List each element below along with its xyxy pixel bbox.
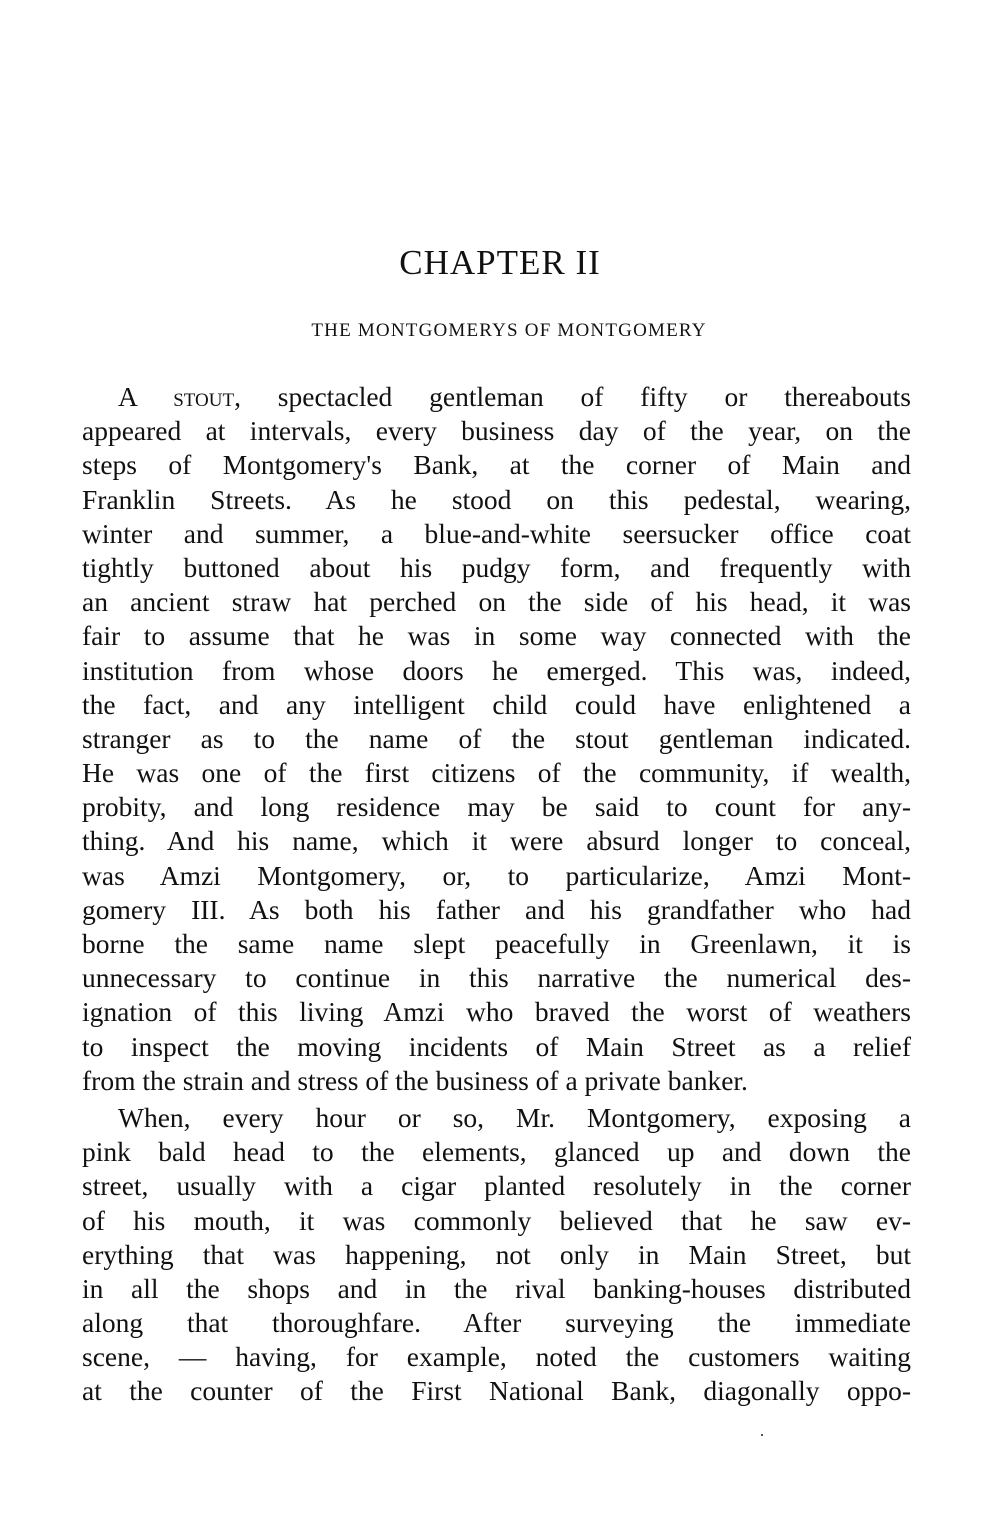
text-line: probity, and long residence may be said to count for any- (82, 791, 911, 823)
text-line: unnecessary to continue in this narrative the numerical des- (82, 962, 911, 994)
paragraph (82, 1101, 911, 1409)
text-line: from the strain and stress of the business of a private banker. (82, 1064, 748, 1096)
text-line: steps of Montgomery's Bank, at the corner of Main and (82, 449, 911, 481)
text-line: an ancient straw hat perched on the side of his head, it was (82, 586, 911, 618)
text-line: at the counter of the First National Bank, diagonally oppo- (82, 1375, 911, 1407)
paragraph (82, 380, 911, 1098)
text-line: Franklin Streets. As he stood on this pedestal, wearing, (82, 483, 911, 515)
text-line: stranger as to the name of the stout gentleman indicated. (82, 722, 911, 754)
print-speck (761, 1434, 763, 1436)
text-line: along that thoroughfare. After surveying the immediate (82, 1307, 911, 1339)
text-line: of his mouth, it was commonly believed that he saw ev- (82, 1204, 911, 1236)
text-line: A stout, spectacled gentleman of fifty or thereabouts (118, 381, 911, 412)
text-line: thing. And his name, which it were absurd longer to conceal, (82, 825, 911, 857)
body-text (82, 380, 911, 1409)
text-line: institution from whose doors he emerged. This was, indeed, (82, 654, 911, 686)
text-line: appeared at intervals, every business day of the year, on the (82, 415, 911, 447)
text-line: He was one of the first citizens of the community, if wealth, (82, 757, 911, 789)
chapter-title: CHAPTER II (399, 243, 601, 282)
text-line: gomery III. As both his father and his grandfather who had (82, 893, 911, 925)
chapter-subtitle: THE MONTGOMERYS OF MONTGOMERY (311, 320, 707, 341)
text-line: tightly buttoned about his pudgy form, and frequently with (82, 551, 911, 583)
text-line: pink bald head to the elements, glanced up and down the (82, 1136, 911, 1168)
text-line: ignation of this living Amzi who braved the worst of weathers (82, 996, 911, 1028)
text-line: When, every hour or so, Mr. Montgomery, exposing a (118, 1101, 911, 1133)
text-line: winter and summer, a blue-and-white seersucker office coat (82, 517, 911, 549)
text-line: in all the shops and in the rival banking-houses distributed (82, 1272, 911, 1304)
text-line: erything that was happening, not only in Main Street, but (82, 1238, 911, 1270)
text-line: borne the same name slept peacefully in Greenlawn, it is (82, 928, 911, 959)
text-line: the fact, and any intelligent child could have enlightened a (82, 688, 911, 720)
text-line: scene, — having, for example, noted the customers waiting (82, 1341, 911, 1373)
text-line: to inspect the moving incidents of Main Street as a relief (82, 1030, 911, 1062)
text-line: street, usually with a cigar planted resolutely in the corner (82, 1170, 911, 1202)
text-line: fair to assume that he was in some way connected with the (82, 620, 911, 652)
text-line: was Amzi Montgomery, or, to particularize, Amzi Mont- (82, 859, 911, 891)
